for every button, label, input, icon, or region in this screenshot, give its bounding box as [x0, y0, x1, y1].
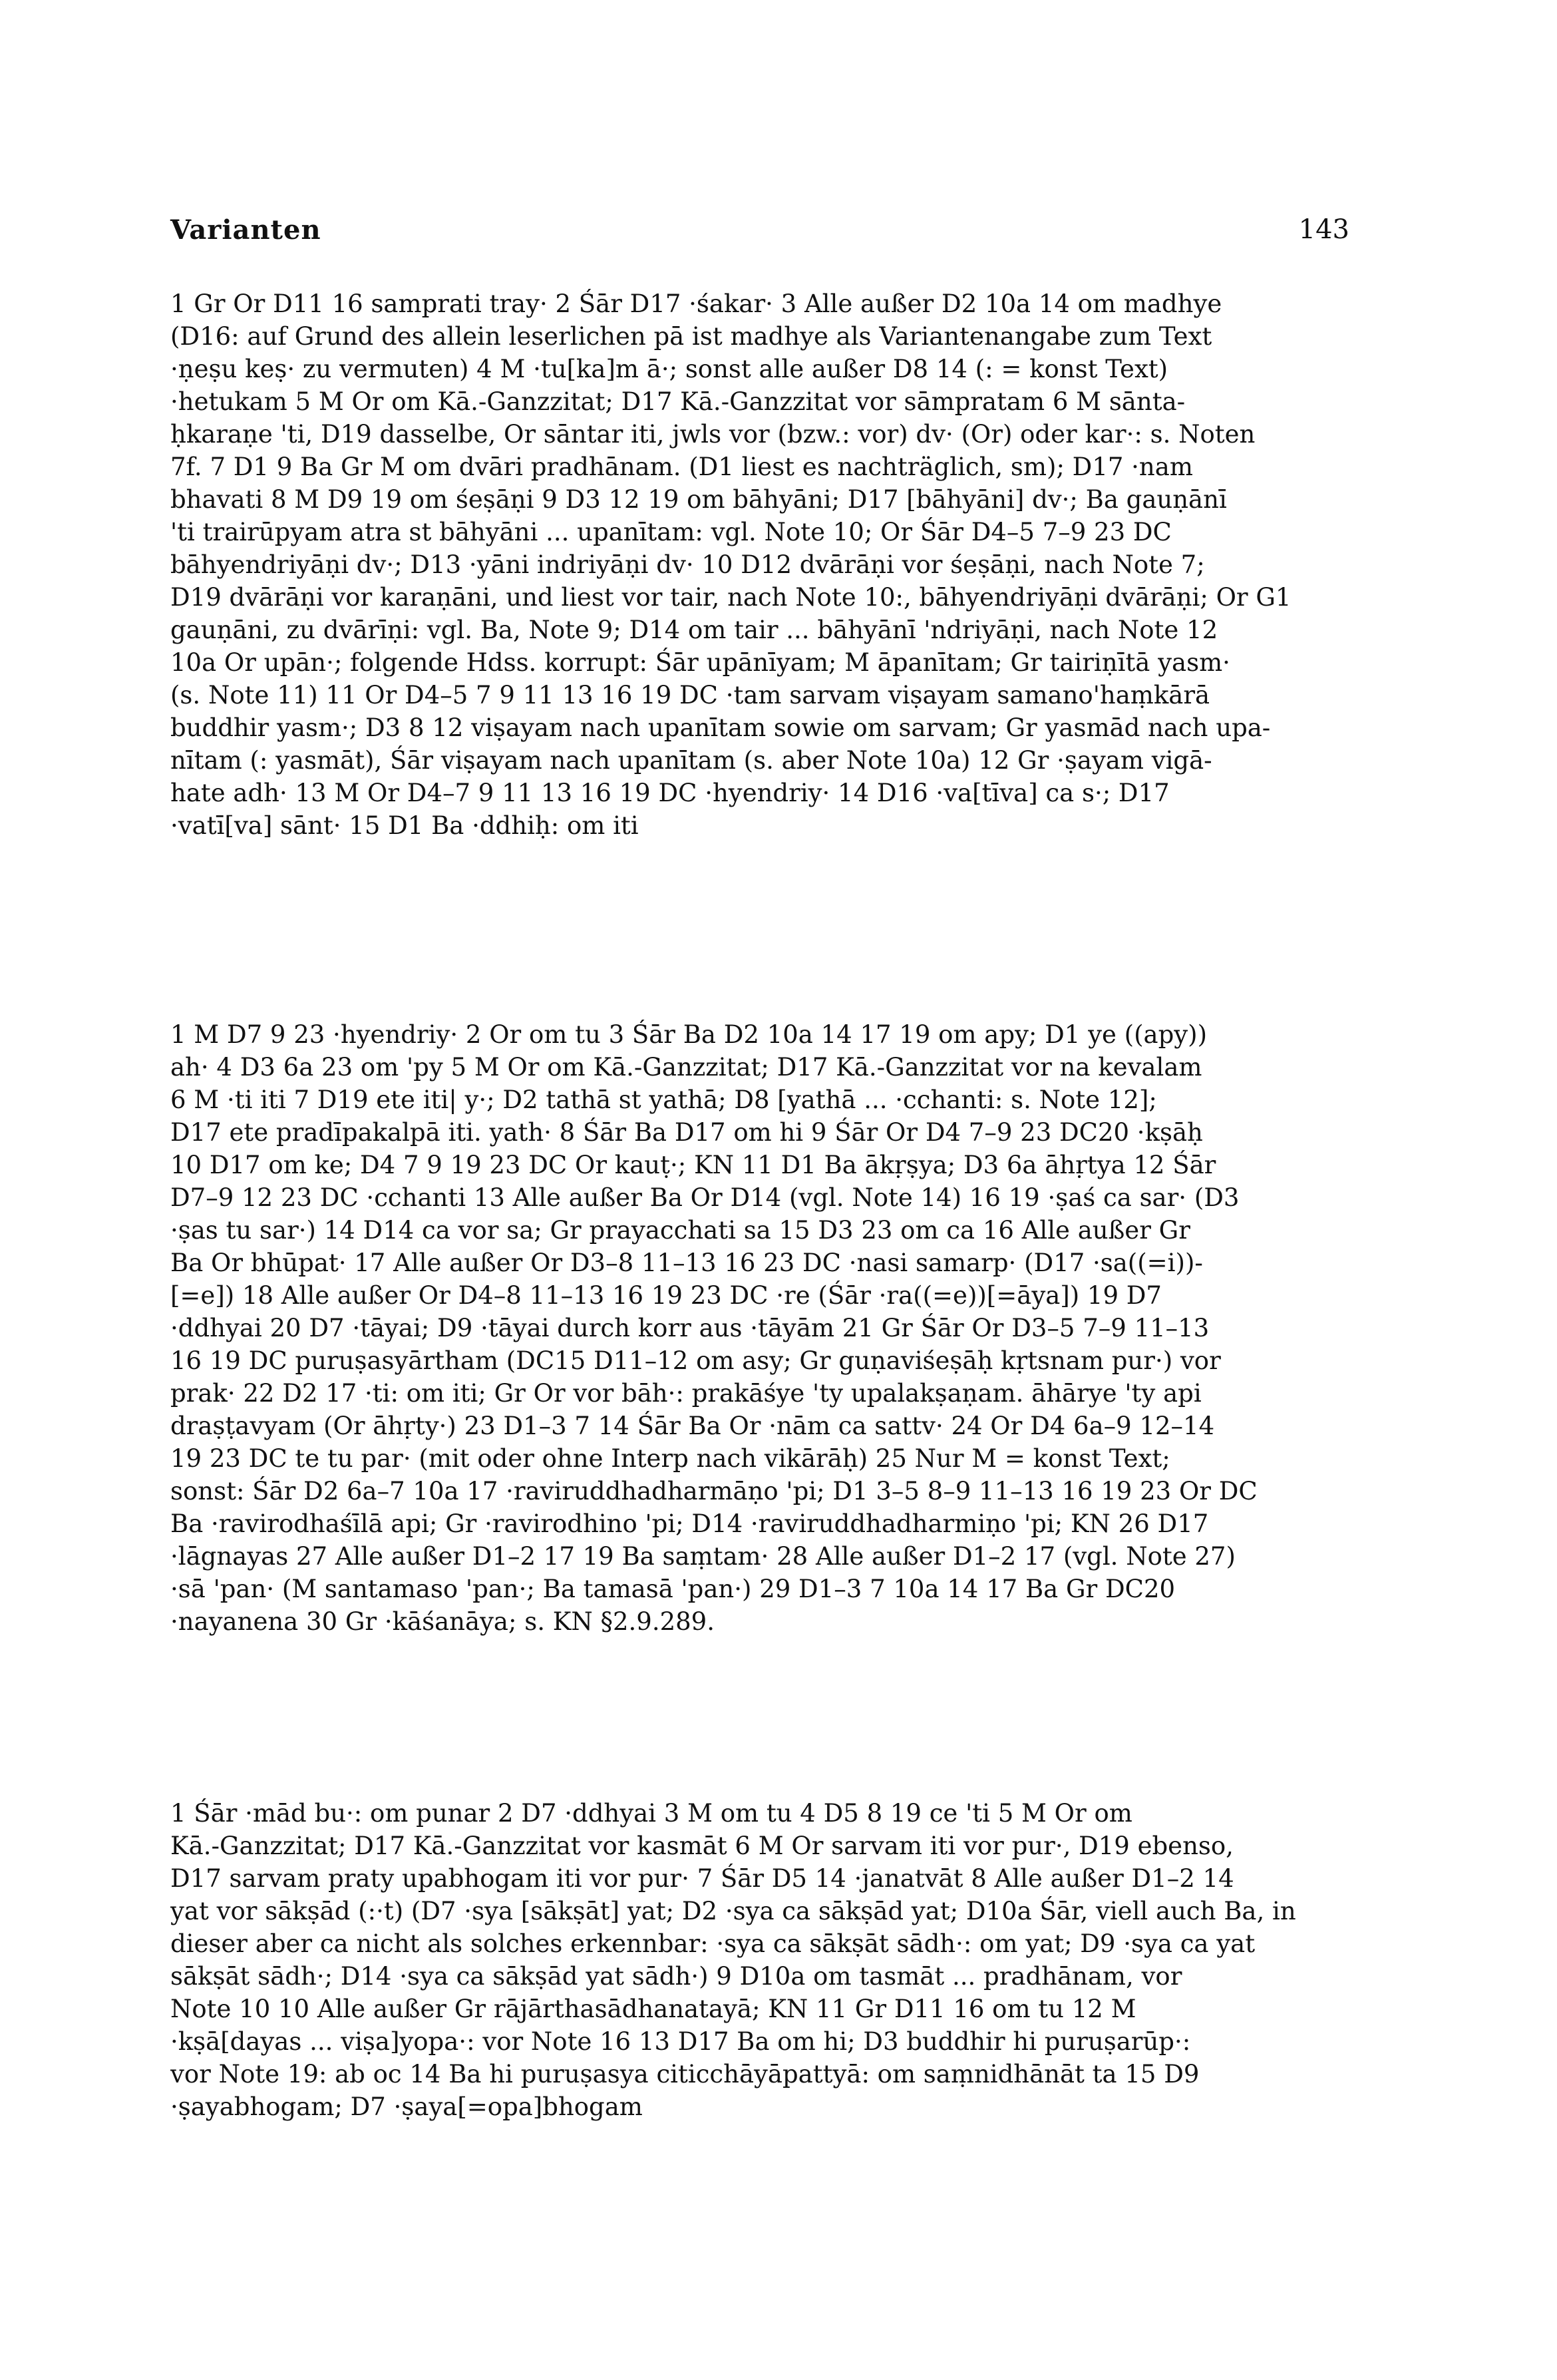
- note-line: 1 Śār ·mād bu·: om punar 2 D7 ·ddhyai 3 M om tu 4 D5 8 19 ce 'ti 5 M Or om: [170, 1799, 1132, 1828]
- note-line: D17 ete pradīpakalpā iti. yath· 8 Śār Ba D17 om hi 9 Śār Or D4 7–9 23 DC20 ·kṣāḥ: [170, 1118, 1203, 1147]
- note-line: D17 sarvam praty upabhogam iti vor pur· 7 Śār D5 14 ·janatvāt 8 Alle außer D1–2 14: [170, 1864, 1234, 1893]
- note-line: ·ṣas tu sar·) 14 D14 ca vor sa; Gr prayacchati sa 15 D3 23 om ca 16 Alle außer Gr: [170, 1216, 1190, 1245]
- note-line: (s. Note 11) 11 Or D4–5 7 9 11 13 16 19 DC ·tam sarvam viṣayam samano'haṃkārā: [170, 681, 1210, 709]
- running-header: [170, 214, 1349, 254]
- note-line: buddhir yasm·; D3 8 12 viṣayam nach upanītam sowie om sarvam; Gr yasmād nach upa-: [170, 713, 1271, 742]
- note-line: nītam (: yasmāt), Śār viṣayam nach upanītam (s. aber Note 10a) 12 Gr ·ṣayam vigā-: [170, 746, 1212, 775]
- note-line: ·ṇeṣu keṣ· zu vermuten) 4 M ·tu[ka]m ā·; sonst alle außer D8 14 (: = konst Text): [170, 355, 1168, 383]
- note-line: 6 M ·ti iti 7 D19 ete iti| y·; D2 tathā st yathā; D8 [yathā ... ·cchanti: s. Note 12];: [170, 1086, 1157, 1114]
- page-number: 143: [1298, 214, 1349, 245]
- note-line: ·ddhyai 20 D7 ·tāyai; D9 ·tāyai durch korr aus ·tāyām 21 Gr Śār Or D3–5 7–9 11–13: [170, 1314, 1210, 1342]
- note-line: yat vor sākṣād (:·t) (D7 ·sya [sākṣāt] yat; D2 ·sya ca sākṣād yat; D10a Śār, viell auch Ba, in: [170, 1897, 1296, 1925]
- note-line: D19 dvārāṇi vor karaṇāni, und liest vor tair, nach Note 10:, bāhyendriyāṇi dvārāṇi; Or G1: [170, 583, 1292, 612]
- variant-notes-block-3: [170, 1797, 1353, 2123]
- note-line: ·kṣā[dayas ... viṣa]yopa·: vor Note 16 13 D17 Ba om hi; D3 buddhir hi puruṣarūp·:: [170, 2027, 1191, 2056]
- note-line: ah· 4 D3 6a 23 om 'py 5 M Or om Kā.-Ganzzitat; D17 Kā.-Ganzzitat vor na kevalam: [170, 1053, 1202, 1082]
- note-line: hate adh· 13 M Or D4–7 9 11 13 16 19 DC ·hyendriy· 14 D16 ·va[tīva] ca s·; D17: [170, 779, 1170, 807]
- note-line: dieser aber ca nicht als solches erkennbar: ·sya ca sākṣāt sādh·: om yat; D9 ·sya ca yat: [170, 1929, 1256, 1958]
- note-line: 10a Or upān·; folgende Hdss. korrupt: Śār upānīyam; M āpanītam; Gr tairiṇītā yasm·: [170, 648, 1230, 677]
- note-line: Kā.-Ganzzitat; D17 Kā.-Ganzzitat vor kasmāt 6 M Or sarvam iti vor pur·, D19 ebenso,: [170, 1832, 1234, 1860]
- note-line: draṣṭavyam (Or āhṛty·) 23 D1–3 7 14 Śār Ba Or ·nām ca sattv· 24 Or D4 6a–9 12–14: [170, 1412, 1215, 1440]
- note-line: gauṇāni, zu dvārīṇi: vgl. Ba, Note 9; D14 om tair ... bāhyānī 'ndriyāṇi, nach Note 12: [170, 616, 1218, 644]
- note-line: 10 D17 om ke; D4 7 9 19 23 DC Or kauṭ·; KN 11 D1 Ba ākṛṣya; D3 6a āhṛtya 12 Śār: [170, 1151, 1216, 1179]
- note-line: [=e]) 18 Alle außer Or D4–8 11–13 16 19 23 DC ·re (Śār ·ra((=e))[=āya]) 19 D7: [170, 1281, 1162, 1310]
- note-line: 19 23 DC te tu par· (mit oder ohne Interp nach vikārāḥ) 25 Nur M = konst Text;: [170, 1444, 1170, 1473]
- note-line: vor Note 19: ab oc 14 Ba hi puruṣasya citicchāyāpattyā: om saṃnidhānāt ta 15 D9: [170, 2060, 1200, 2088]
- variant-notes-block-2: [170, 1018, 1353, 1638]
- note-line: (D16: auf Grund des allein leserlichen pā ist madhye als Variantenangabe zum Text: [170, 322, 1212, 351]
- note-line: 'ti trairūpyam atra st bāhyāni ... upanītam: vgl. Note 10; Or Śār D4–5 7–9 23 DC: [170, 518, 1172, 546]
- note-line: D7–9 12 23 DC ·cchanti 13 Alle außer Ba Or D14 (vgl. Note 14) 16 19 ·ṣaś ca sar· (D3: [170, 1183, 1240, 1212]
- note-line: ḥkaraṇe 'ti, D19 dasselbe, Or sāntar iti, jwls vor (bzw.: vor) dv· (Or) oder kar·: s. Noten: [170, 420, 1256, 449]
- note-line: sākṣāt sādh·; D14 ·sya ca sākṣād yat sādh·) 9 D10a om tasmāt ... pradhānam, vor: [170, 1962, 1182, 1991]
- note-line: 7f. 7 D1 9 Ba Gr M om dvāri pradhānam. (D1 liest es nachträglich, sm); D17 ·nam: [170, 453, 1193, 481]
- note-line: ·nayanena 30 Gr ·kāśanāya; s. KN §2.9.289.: [170, 1607, 715, 1636]
- note-line: prak· 22 D2 17 ·ti: om iti; Gr Or vor bāh·: prakāśye 'ty upalakṣaṇam. āhārye 'ty api: [170, 1379, 1202, 1408]
- note-line: ·hetukam 5 M Or om Kā.-Ganzzitat; D17 Kā.-Ganzzitat vor sāmpratam 6 M sānta-: [170, 387, 1186, 416]
- variant-notes-block-1: [170, 288, 1353, 842]
- note-line: ·ṣayabhogam; D7 ·ṣaya[=opa]bhogam: [170, 2092, 643, 2121]
- note-line: Ba Or bhūpat· 17 Alle außer Or D3–8 11–13 16 23 DC ·nasi samarp· (D17 ·sa((=i))-: [170, 1249, 1203, 1277]
- running-title: Varianten: [170, 214, 321, 246]
- note-line: Note 10 10 Alle außer Gr rājārthasādhanatayā; KN 11 Gr D11 16 om tu 12 M: [170, 1995, 1136, 2023]
- note-line: 16 19 DC puruṣasyārtham (DC15 D11–12 om asy; Gr guṇaviśeṣāḥ kṛtsnam pur·) vor: [170, 1346, 1221, 1375]
- note-line: ·lāgnayas 27 Alle außer D1–2 17 19 Ba saṃtam· 28 Alle außer D1–2 17 (vgl. Note 27): [170, 1542, 1236, 1571]
- note-line: sonst: Śār D2 6a–7 10a 17 ·raviruddhadharmāṇo 'pi; D1 3–5 8–9 11–13 16 19 23 Or DC: [170, 1477, 1258, 1505]
- note-line: bāhyendriyāṇi dv·; D13 ·yāni indriyāṇi dv· 10 D12 dvārāṇi vor śeṣāṇi, nach Note 7;: [170, 550, 1205, 579]
- note-line: Ba ·ravirodhaśīlā api; Gr ·ravirodhino 'pi; D14 ·raviruddhadharmiṇo 'pi; KN 26 D17: [170, 1509, 1209, 1538]
- note-line: ·vatī[va] sānt· 15 D1 Ba ·ddhiḥ: om iti: [170, 811, 639, 840]
- note-line: 1 Gr Or D11 16 samprati tray· 2 Śār D17 ·śakar· 3 Alle außer D2 10a 14 om madhye: [170, 290, 1222, 318]
- note-line: ·sā 'pan· (M santamaso 'pan·; Ba tamasā 'pan·) 29 D1–3 7 10a 14 17 Ba Gr DC20: [170, 1575, 1176, 1603]
- note-line: bhavati 8 M D9 19 om śeṣāṇi 9 D3 12 19 om bāhyāni; D17 [bāhyāni] dv·; Ba gauṇānī: [170, 485, 1227, 514]
- note-line: 1 M D7 9 23 ·hyendriy· 2 Or om tu 3 Śār Ba D2 10a 14 17 19 om apy; D1 ye ((apy)): [170, 1020, 1208, 1049]
